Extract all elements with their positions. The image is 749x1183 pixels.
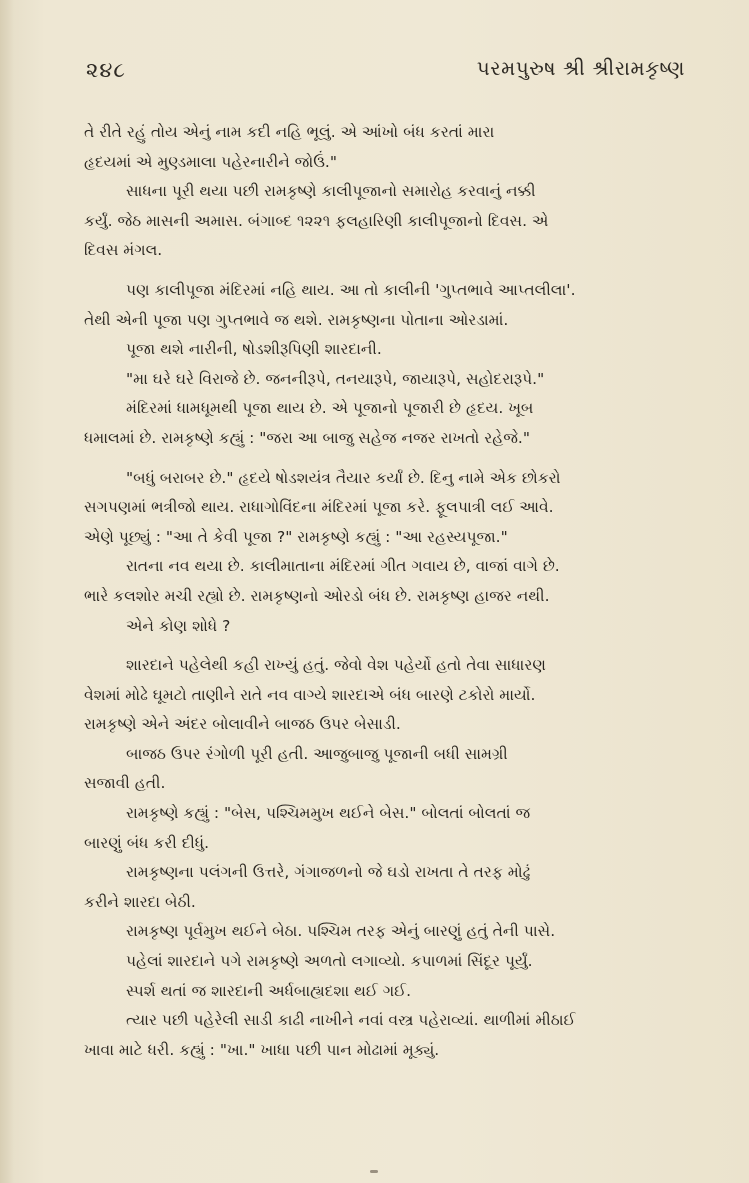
text-line: એણે પૂછ્યું : "આ તે કેવી પૂજા ?" રામકૃષ્ણે કહ્યું : "આ રહસ્યપૂજા." [84, 527, 508, 546]
text-line: બારણું બંધ કરી દીધું. [84, 833, 210, 852]
text-line: સાધના પૂરી થયા પછી રામકૃષ્ણે કાલીપૂજાનો સમારોહ કરવાનું નક્કી [126, 182, 536, 201]
text-line: મંદિરમાં ધામધૂમથી પૂજા થાય છે. એ પૂજાનો પૂજારી છે હૃદય. ખૂબ [126, 399, 534, 418]
text-line: બાજઠ ઉપર રંગોળી પૂરી હતી. આજુબાજુ પૂજાની બધી સામગ્રી [126, 744, 508, 763]
text-line: "બધું બરાબર છે." હૃદયે ષોડશયંત્ર તૈયાર કર્યાં છે. દિનુ નામે એક છોકરો [126, 468, 561, 487]
text-line: રામકૃષ્ણે એને અંદર બોલાવીને બાજઠ ઉપર બેસાડી. [84, 715, 401, 734]
text-line: ભારે કલશોર મચી રહ્યો છે. રામકૃષ્ણનો ઓરડો બંધ છે. રામકૃષ્ણ હાજર નથી. [84, 586, 550, 605]
text-line: રામકૃષ્ણ પૂર્વમુખ થઈને બેઠા. પશ્ચિમ તરફ એનું બારણું હતું તેની પાસે. [126, 922, 556, 941]
body-text [84, 118, 684, 1065]
text-line: કર્યું. જેઠ માસની અમાસ. બંગાબ્દ ૧૨૨૧ ફલહારિણી કાલીપૂજાનો દિવસ. એ [84, 211, 549, 230]
running-title: પરમપુરુષ શ્રી શ્રીરામકૃષ્ણ [476, 56, 685, 80]
text-line: ધમાલમાં છે. રામકૃષ્ણે કહ્યું : "જરા આ બાજુ સહેજ નજર રાખતો રહેજે." [84, 428, 530, 447]
ink-mark [370, 1170, 378, 1173]
text-line: વેશમાં મોઢે ઘૂમટો તાણીને રાતે નવ વાગ્યે શારદાએ બંધ બારણે ટકોરો માર્યો. [84, 685, 536, 704]
text-line: પૂજા થશે નારીની, ષોડશીરૂપિણી શારદાની. [126, 340, 382, 359]
text-line: શારદાને પહેલેથી કહી રાખ્યું હતું. જેવો વેશ પહેર્યો હતો તેવા સાધારણ [126, 656, 546, 675]
text-line: સગપણમાં ભત્રીજો થાય. રાધાગોવિંદના મંદિરમાં પૂજા કરે. ફૂલપાત્રી લઈ આવે. [84, 498, 554, 517]
text-line: દિવસ મંગલ. [84, 241, 163, 260]
text-line: હૃદયમાં એ મુણ્ડમાલા પહેરનારીને જોઉં." [84, 152, 337, 171]
text-line: તેથી એની પૂજા પણ ગુપ્તભાવે જ થશે. રામકૃષ્ણના પોતાના ઓરડામાં. [84, 310, 509, 329]
text-line: એને કોણ શોધે ? [126, 616, 231, 635]
text-line: રામકૃષ્ણના પલંગની ઉત્તરે, ગંગાજળનો જે ઘડો રાખતા તે તરફ મોઢું [126, 863, 531, 882]
text-line: કરીને શારદા બેઠી. [84, 892, 196, 911]
text-line: રાતના નવ થયા છે. કાલીમાતાના મંદિરમાં ગીત ગવાય છે, વાજાં વાગે છે. [126, 557, 560, 576]
text-line: રામકૃષ્ણે કહ્યું : "બેસ, પશ્ચિમમુખ થઈને બેસ." બોલતાં બોલતાં જ [126, 804, 531, 823]
text-line: "મા ઘરે ઘરે વિરાજે છે. જનનીરૂપે, તનયારૂપે, જાયારૂપે, સહોદરારૂપે." [126, 369, 545, 388]
page-edge-shadow [0, 0, 14, 1183]
text-line: તે રીતે રહું તોય એનું નામ કદી નહિ ભૂલું. એ આંખો બંધ કરતાં મારા [84, 123, 495, 141]
text-line: સજાવી હતી. [84, 774, 166, 793]
text-line: પણ કાલીપૂજા મંદિરમાં નહિ થાય. આ તો કાલીની 'ગુપ્તભાવે આપ્તલીલા'. [126, 280, 576, 299]
text-line: સ્પર્શ થતાં જ શારદાની અર્ધબાહ્યદશા થઈ ગઈ. [126, 981, 412, 1000]
text-line: પહેલાં શારદાને પગે રામકૃષ્ણે અળતો લગાવ્યો. કપાળમાં સિંદૂર પૂર્યું. [126, 952, 533, 971]
page-number: ૨૪૮ [86, 58, 126, 82]
text-line: ખાવા માટે ધરી. કહ્યું : "ખા." ખાધા પછી પાન મોઢામાં મૂક્યું. [84, 1040, 440, 1059]
text-line: ત્યાર પછી પહેરેલી સાડી કાઢી નાખીને નવાં વસ્ત્ર પહેરાવ્યાં. થાળીમાં મીઠાઈ [126, 1011, 576, 1030]
